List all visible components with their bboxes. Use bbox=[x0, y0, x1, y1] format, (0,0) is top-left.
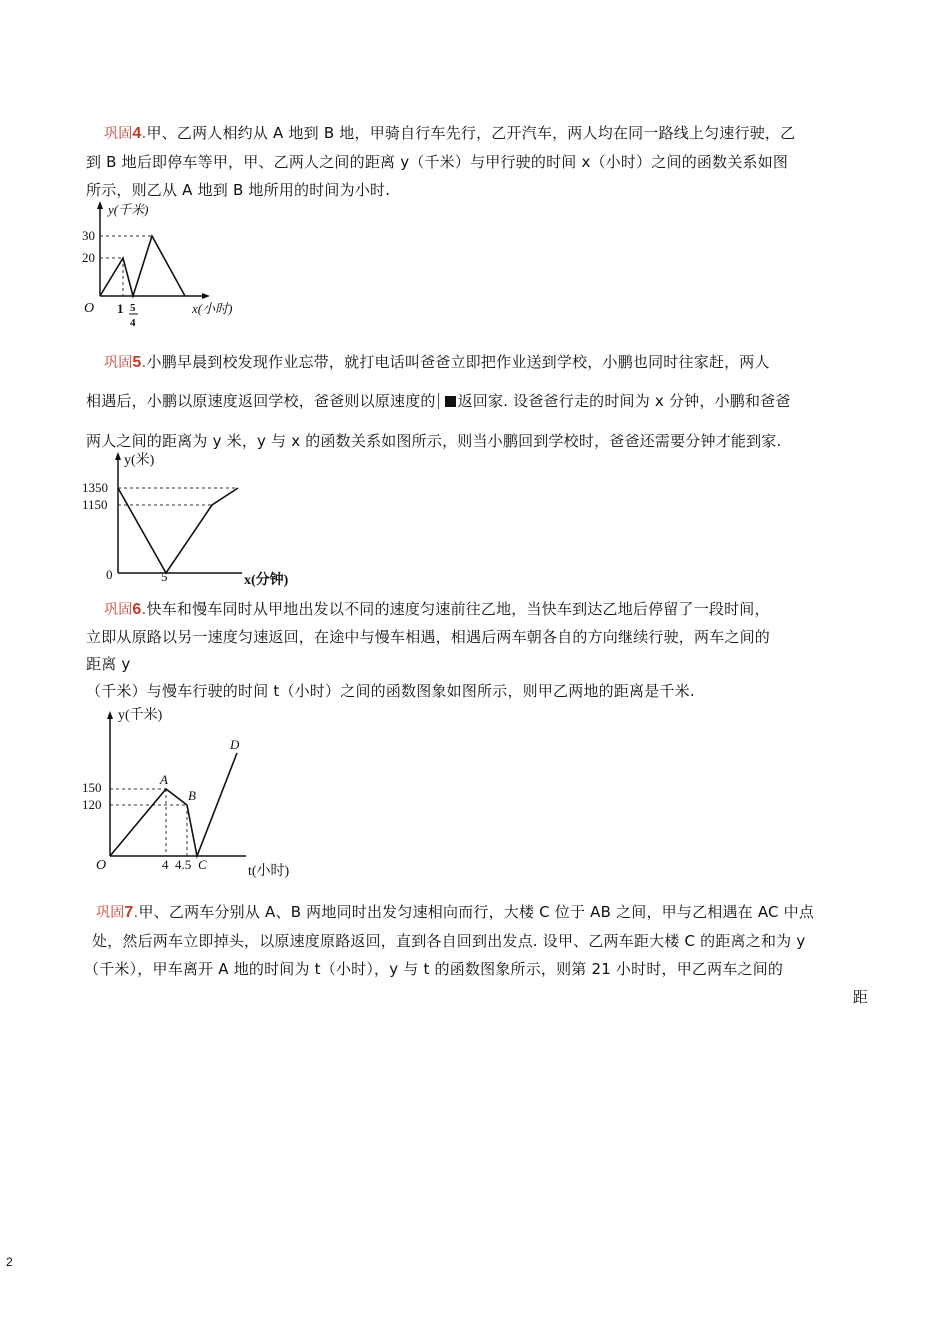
problem-text-line: 距离 y bbox=[86, 655, 131, 673]
problem-text-line: 甲、乙两人相约从 A 地到 B 地，甲骑自行车先行，乙开汽车，两人均在同一路线上匀速行驶，乙 bbox=[146, 124, 796, 142]
problem-text-line: 甲、乙两车分别从 A、B 两地同时出发匀速相向而行，大楼 C 位于 AB 之间，甲与乙相遇在 AC 中点 bbox=[138, 903, 815, 921]
x-tick-label: 4.5 bbox=[175, 857, 192, 872]
graph-problem-4 bbox=[78, 198, 278, 342]
problem-tag: 巩固 bbox=[96, 905, 125, 921]
problem-number: 7 bbox=[124, 904, 134, 921]
y-axis-label: y(千米) bbox=[118, 708, 163, 723]
problem-text-line: 返回家. 设爸爸行走的时间为 x 分钟，小鹏和爸爸 bbox=[457, 392, 791, 410]
missing-fraction-box bbox=[445, 396, 456, 407]
x-tick-label: 5 bbox=[161, 569, 168, 584]
origin-label: O bbox=[84, 301, 95, 316]
x-axis-label: x(分钟) bbox=[244, 573, 289, 588]
problem-7: 巩固7.甲、乙两车分别从 A、B 两地同时出发匀速相向而行，大楼 C 位于 AB 之间，甲与乙相遇在 AC 中点 处，然后两车立即掉头，以原速度原路返回，直到各自回到出发点. 设甲、乙两车距大楼 C 的距离之和为 y （千米），甲车离开 A 地的时间为 t（小时），y 与 t 的函数图象所示，则第 21 小时时，甲乙两车之间的 距 bbox=[78, 898, 878, 1011]
x-tick-numerator: 5 bbox=[130, 302, 136, 314]
problem-text-line: 小鹏早晨到校发现作业忘带，就打电话叫爸爸立即把作业送到学校，小鹏也同时往家赶，两人 bbox=[146, 353, 770, 371]
problem-6: 巩固6.快车和慢车同时从甲地出发以不同的速度匀速前往乙地，当快车到达乙地后停留了一段时间， 立即从原路以另一速度匀速返回，在途中与慢车相遇，相遇后两车朝各自的方向继续行驶，两车之间的 距离 y （千米）与慢车行驶的时间 t（小时）之间的函数图象如图所示，则甲乙两地的距离是千米. bbox=[86, 596, 876, 705]
problem-text-line: 立即从原路以另一速度匀速返回，在途中与慢车相遇，相遇后两车朝各自的方向继续行驶，两车之间的 bbox=[86, 628, 771, 646]
x-axis-label: t(小时) bbox=[248, 864, 290, 879]
y-tick-label: 150 bbox=[82, 780, 102, 795]
graph-problem-6 bbox=[80, 705, 310, 889]
problem-number: 4 bbox=[132, 125, 142, 142]
problem-number: 6 bbox=[132, 601, 142, 618]
x-tick-denominator: 4 bbox=[130, 317, 136, 329]
y-tick-label: 20 bbox=[82, 250, 95, 265]
problem-4: 巩固4.甲、乙两人相约从 A 地到 B 地，甲骑自行车先行，乙开汽车，两人均在同一路线上匀速行驶，乙 到 B 地后即停车等甲，甲、乙两人之间的距离 y（千米）与甲行驶的时间 x（小时）之间的函数关系如图 所示，则乙从 A 地到 B 地所用的时间为小时. bbox=[86, 119, 876, 204]
problem-text-line: 所示，则乙从 A 地到 B 地所用的时间为小时. bbox=[86, 181, 391, 199]
y-axis-label: y(千米) bbox=[108, 202, 149, 217]
graph-problem-5 bbox=[82, 448, 332, 597]
point-label-d: D bbox=[230, 737, 240, 752]
y-tick-label: 1350 bbox=[82, 480, 108, 495]
origin-label: O bbox=[96, 858, 107, 873]
y-axis-label: y(米) bbox=[124, 453, 155, 468]
point-label-c: C bbox=[198, 857, 207, 872]
problem-tag: 巩固 bbox=[104, 355, 133, 371]
x-tick-label: 4 bbox=[162, 857, 169, 872]
problem-text-line: （千米），甲车离开 A 地的时间为 t（小时），y 与 t 的函数图象所示，则第 21 小时时，甲乙两车之间的 bbox=[84, 960, 784, 978]
problem-number: 5 bbox=[132, 354, 142, 371]
problem-text-line: 相遇后，小鹏以原速度返回学校，爸爸则以原速度的 bbox=[86, 392, 436, 410]
problem-tag: 巩固 bbox=[104, 602, 133, 618]
problem-text-line: 距 bbox=[852, 988, 868, 1006]
point-label-a: A bbox=[160, 772, 168, 787]
page-number: 2 bbox=[6, 1255, 13, 1269]
problem-text-line: 两人之间的距离为 y 米，y 与 x 的函数关系如图所示，则当小鹏回到学校时，爸爸还需要分钟才能到家. bbox=[86, 432, 782, 450]
x-tick-label: 1 bbox=[117, 301, 124, 316]
y-tick-label: 30 bbox=[82, 228, 95, 243]
problem-text-line: 快车和慢车同时从甲地出发以不同的速度匀速前往乙地，当快车到达乙地后停留了一段时间， bbox=[146, 600, 770, 618]
problem-text-line: （千米）与慢车行驶的时间 t（小时）之间的函数图象如图所示，则甲乙两地的距离是千米. bbox=[86, 682, 695, 700]
problem-text-line: 到 B 地后即停车等甲，甲、乙两人之间的距离 y（千米）与甲行驶的时间 x（小时）之间的函数关系如图 bbox=[86, 153, 789, 171]
origin-label: 0 bbox=[106, 567, 113, 582]
fraction-bar-glyph bbox=[438, 393, 439, 409]
y-tick-label: 120 bbox=[82, 797, 102, 812]
problem-text-line: 处，然后两车立即掉头，以原速度原路返回，直到各自回到出发点. 设甲、乙两车距大楼 C 的距离之和为 y bbox=[92, 932, 806, 950]
problem-5: 巩固5.小鹏早晨到校发现作业忘带，就打电话叫爸爸立即把作业送到学校，小鹏也同时往家赶，两人 相遇后，小鹏以原速度返回学校，爸爸则以原速度的 返回家. 设爸爸行走的时间为 x 分钟，小鹏和爸爸 两人之间的距离为 y 米，y 与 x 的函数关系如图所示，则当小鹏回到学校时，爸爸还需要分钟才能到家. bbox=[86, 342, 876, 461]
y-tick-label: 1150 bbox=[82, 497, 108, 512]
problem-tag: 巩固 bbox=[104, 126, 133, 142]
point-label-b: B bbox=[188, 788, 196, 803]
x-axis-label: x(小时) bbox=[192, 301, 233, 316]
